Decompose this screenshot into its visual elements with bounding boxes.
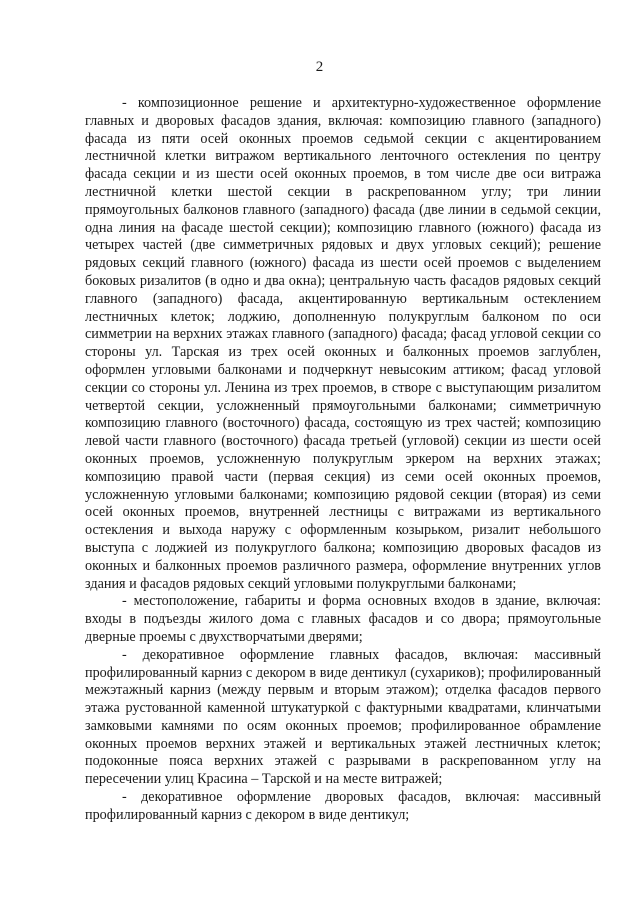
paragraph-main-facade-decoration: - декоративное оформление главных фасадов, включая: массивный профилированный карниз с декором в виде дентикул (сухариков); профилированный межэтажный карниз (между первым и вторым этажом); отделка фасадов первого этажа рустованной каменной штукатуркой с фактурными квадратами, клинчатыми замковыми камнями по осям оконных проемов; профилированное обрамление оконных проемов верхних этажей и вертикальных этажей лестничных клеток; подоконные пояса верхних этажей с разрывами в раскрепованном углу на пересечении улиц Красина – Тарской и на месте витражей; bbox=[85, 646, 601, 788]
paragraph-entrances: - местоположение, габариты и форма основных входов в здание, включая: входы в подъезды жилого дома с главных фасадов и со двора; прямоугольные дверные проемы с двухстворчатыми дверями; bbox=[85, 593, 601, 645]
document-body bbox=[85, 95, 601, 825]
paragraph-courtyard-facade-decoration: - декоративное оформление дворовых фасадов, включая: массивный профилированный карниз с декором в виде дентикул; bbox=[85, 789, 601, 823]
paragraph-composition: - композиционное решение и архитектурно-художественное оформление главных и дворовых фасадов здания, включая: композицию главного (западного) фасада из пяти осей оконных проемов седьмой секции с акцентированием лестничной клетки витражом вертикального ленточного остекления по центру фасада секции и из шести осей оконных проемов, в том числе две оси витража лестничной клетки шестой секции в раскрепованном углу; три линии прямоугольных балконов главного (западного) фасада (две линии в седьмой секции, одна линия на фасаде шестой секции); композицию главного (южного) фасада из четырех частей (две симметричных рядовых и двух угловых секций); решение рядовых секций главного (южного) фасада из шести осей проемов с выделением боковых ризалитов (в одно и два окна); центральную часть фасадов рядовых секций главного (западного) фасада, акцентированную вертикальным остеклением лестничных клеток; лоджию, дополненную полукруглым балконом по оси симметрии на верхних этажах главного (западного) фасада; фасад угловой секции со стороны ул. Тарская из трех осей оконных и балконных проемов заглублен, оформлен угловыми балконами и подчеркнут невысоким аттиком; фасад угловой секции со стороны ул. Ленина из трех проемов, в створе с выступающим ризалитом четвертой секции, усложненный прямоугольными балконами; симметричную композицию главного (восточного) фасада, состоящую из трех частей; композицию левой части главного (восточного) фасада третьей (угловой) секции из шести осей оконных проемов, усложненную полукруглым эркером на верхних этажах; композицию правой части (первая секция) из семи осей оконных проемов, усложненную угловыми балконами; композицию рядовой секции (вторая) из семи осей оконных проемов, внутренней лестницы с витражами из вертикального остекления и выхода наружу с оформленным козырьком, ризалит небольшого выступа с лоджией из полукруглого балкона; композицию дворовых фасадов из оконных и балконных проемов различного размера, оформление внутренних углов здания и фасадов рядовых секций угловыми полукруглыми балконами; bbox=[85, 95, 601, 592]
page-number: 2 bbox=[315, 59, 324, 75]
